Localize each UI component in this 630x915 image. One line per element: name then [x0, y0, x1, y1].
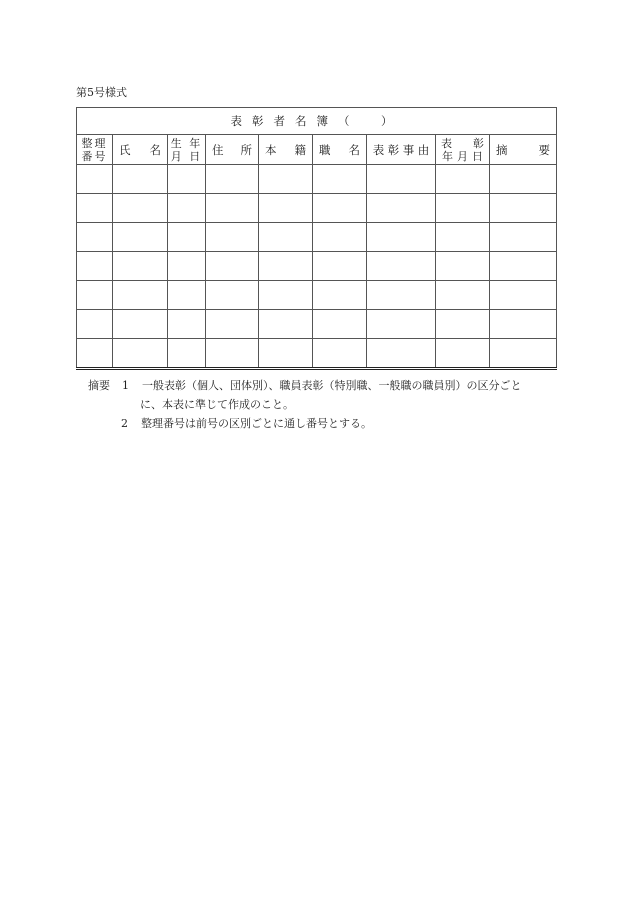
cell: [168, 339, 206, 369]
cell: [367, 310, 436, 339]
cell: [77, 165, 113, 194]
cell: [206, 194, 259, 223]
table-row: [77, 281, 557, 310]
table-row: [77, 194, 557, 223]
cell: [259, 165, 313, 194]
cell: [367, 281, 436, 310]
header-honseki: 本 籍: [259, 135, 313, 165]
cell: [259, 252, 313, 281]
note-text: 一般表彰（個人、団体別）、職員表彰（特別職、一般職の職員別）の区分ごと: [142, 379, 522, 392]
cell: [168, 165, 206, 194]
cell: [313, 165, 367, 194]
cell: [113, 165, 168, 194]
table-row: [77, 165, 557, 194]
cell: [113, 310, 168, 339]
note-item-2: [88, 414, 522, 433]
cell: [490, 165, 557, 194]
table-row: [77, 310, 557, 339]
cell: [77, 194, 113, 223]
cell: [168, 310, 206, 339]
cell: [206, 252, 259, 281]
cell: [113, 194, 168, 223]
header-seinengappi: 生 年 月 日: [168, 135, 206, 165]
cell: [367, 339, 436, 369]
cell: [490, 339, 557, 369]
cell: [77, 310, 113, 339]
cell: [490, 281, 557, 310]
cell: [206, 310, 259, 339]
cell: [313, 252, 367, 281]
cell: [367, 165, 436, 194]
header-tekiyo: 摘 要: [490, 135, 557, 165]
cell: [313, 281, 367, 310]
cell: [259, 310, 313, 339]
notes-heading: 摘要: [88, 379, 110, 392]
cell: [168, 252, 206, 281]
cell: [436, 165, 490, 194]
header-shokumei: 職 名: [313, 135, 367, 165]
note-item-1: [88, 376, 522, 395]
cell: [113, 223, 168, 252]
cell: [206, 339, 259, 369]
header-seiri-bango: 整理 番号: [77, 135, 113, 165]
cell: [77, 339, 113, 369]
note-item-1-continued: [88, 395, 522, 414]
note-text: に、本表に準じて作成のこと。: [140, 398, 294, 411]
cell: [77, 252, 113, 281]
cell: [113, 281, 168, 310]
table-row: [77, 223, 557, 252]
cell: [490, 194, 557, 223]
cell: [259, 194, 313, 223]
cell: [259, 339, 313, 369]
cell: [206, 223, 259, 252]
header-jusho: 住 所: [206, 135, 259, 165]
cell: [367, 194, 436, 223]
awardee-register-table: [76, 107, 557, 370]
cell: [436, 339, 490, 369]
cell: [168, 223, 206, 252]
cell: [436, 310, 490, 339]
cell: [436, 194, 490, 223]
cell: [313, 339, 367, 369]
cell: [113, 339, 168, 369]
cell: [259, 223, 313, 252]
note-text: 整理番号は前号の区別ごとに通し番号とする。: [141, 417, 372, 430]
form-number-label: 第5号様式: [76, 86, 127, 99]
table-title: 表彰者名簿（ ）: [77, 108, 557, 135]
header-hyosho-nengappi: 表 彰 年 月 日: [436, 135, 490, 165]
cell: [436, 252, 490, 281]
cell: [367, 252, 436, 281]
cell: [436, 281, 490, 310]
cell: [206, 281, 259, 310]
cell: [313, 223, 367, 252]
cell: [367, 223, 436, 252]
cell: [77, 281, 113, 310]
table-row: [77, 252, 557, 281]
cell: [490, 223, 557, 252]
notes-section: [88, 376, 522, 433]
header-shimei: 氏 名: [113, 135, 168, 165]
cell: [490, 310, 557, 339]
cell: [436, 223, 490, 252]
cell: [113, 252, 168, 281]
cell: [168, 281, 206, 310]
cell: [77, 223, 113, 252]
cell: [206, 165, 259, 194]
header-hyosho-jiyu: 表 彰 事 由: [367, 135, 436, 165]
cell: [259, 281, 313, 310]
cell: [313, 310, 367, 339]
table-header-row: [77, 135, 557, 165]
table-row: [77, 339, 557, 369]
cell: [313, 194, 367, 223]
cell: [168, 194, 206, 223]
note-number: 1: [122, 379, 129, 392]
cell: [490, 252, 557, 281]
note-number: 2: [121, 417, 128, 430]
table-title-row: [77, 108, 557, 135]
